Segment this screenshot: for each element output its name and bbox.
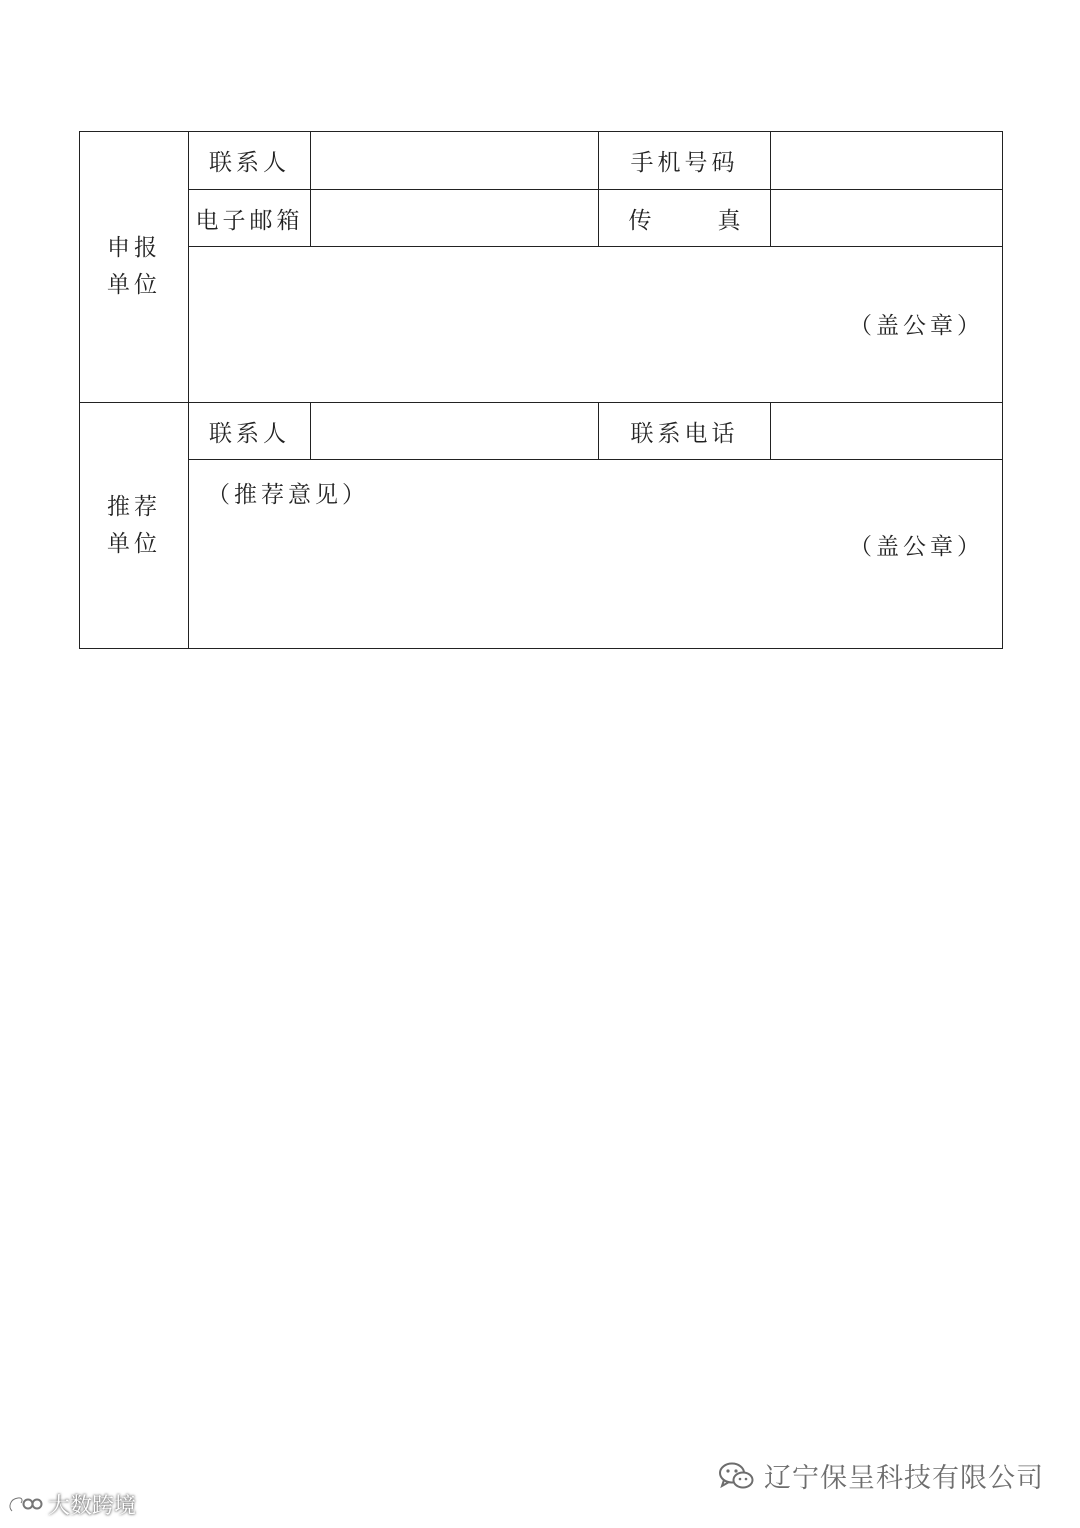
- applicant-email-row: [80, 190, 1003, 247]
- recommender-opinion-area[interactable]: [189, 460, 1003, 649]
- applicant-email-label: 电子邮箱: [189, 190, 311, 247]
- left-watermark-text: 大数跨境: [48, 1494, 137, 1519]
- right-watermark: [718, 1456, 1044, 1495]
- applicant-fax-label-char2: 真: [717, 207, 741, 234]
- recommender-label-line2: 单位: [107, 530, 161, 557]
- applicant-mobile-field[interactable]: [771, 132, 1003, 190]
- applicant-stamp-label: （盖公章）: [849, 313, 984, 339]
- applicant-stamp-area[interactable]: [189, 247, 1003, 403]
- weibo-logo-icon: [6, 1493, 44, 1517]
- recommender-stamp-label: （盖公章）: [849, 534, 984, 560]
- applicant-contact-row: [80, 132, 1003, 190]
- applicant-label-line2: 单位: [107, 272, 161, 298]
- applicant-contact-label: 联系人: [189, 132, 311, 190]
- applicant-fax-field[interactable]: [771, 190, 1003, 247]
- applicant-fax-label: [599, 190, 771, 247]
- recommender-phone-label: 联系电话: [599, 403, 771, 460]
- right-watermark-text: 辽宁保呈科技有限公司: [764, 1463, 1044, 1494]
- applicant-stamp-row: [80, 247, 1003, 403]
- applicant-email-field[interactable]: [311, 190, 599, 247]
- recommender-opinion-label: （推荐意见）: [207, 482, 369, 508]
- recommender-contact-row: [80, 403, 1003, 460]
- recommender-phone-field[interactable]: [771, 403, 1003, 460]
- left-watermark: [6, 1489, 136, 1520]
- recommender-contact-label: 联系人: [189, 403, 311, 460]
- application-form-table: [79, 131, 1003, 649]
- applicant-mobile-label: 手机号码: [599, 132, 771, 190]
- recommender-section-label: [80, 403, 189, 649]
- applicant-fax-label-char1: 传: [628, 207, 652, 234]
- applicant-section-label: [80, 132, 189, 403]
- recommender-label-line1: 推荐: [107, 493, 161, 520]
- recommender-contact-field[interactable]: [311, 403, 599, 460]
- wechat-icon: [718, 1460, 754, 1492]
- recommender-opinion-row: [80, 460, 1003, 649]
- applicant-label-line1: 申报: [107, 235, 161, 261]
- applicant-contact-field[interactable]: [311, 132, 599, 190]
